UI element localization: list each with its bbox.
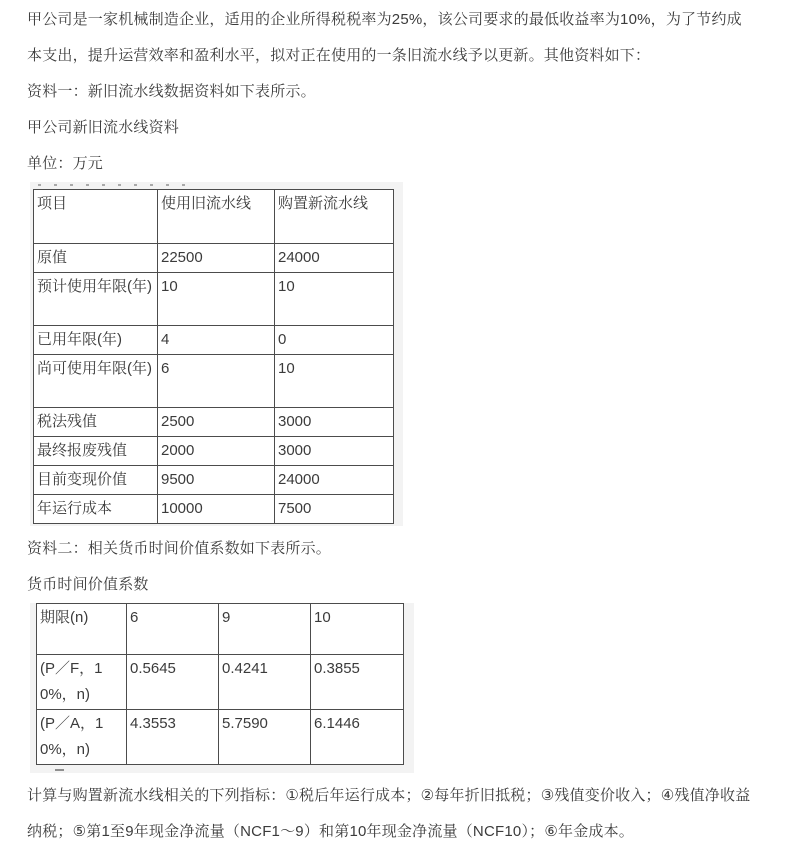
table1-container: [30, 182, 403, 526]
header-cell-period: 期限(n): [37, 604, 127, 655]
unit-label: 单位：万元: [27, 155, 104, 172]
old-new-line-table: [33, 189, 394, 524]
table-row: [34, 408, 394, 437]
header-cell-item: 项目: [34, 190, 158, 244]
cell-old: 2000: [158, 437, 275, 466]
row-label: 年运行成本: [34, 495, 158, 524]
cell-new: 0: [275, 326, 394, 355]
row-label: 税法残值: [34, 408, 158, 437]
material2-label: 资料二：相关货币时间价值系数如下表所示。: [27, 540, 332, 557]
cell-n9: 0.4241: [219, 655, 311, 710]
table-row: [34, 355, 394, 408]
cell-new: 3000: [275, 437, 394, 466]
header-cell-n6: 6: [127, 604, 219, 655]
table-row: [37, 710, 404, 765]
cell-n6: 4.3553: [127, 710, 219, 765]
row-label: 原值: [34, 244, 158, 273]
header-cell-new-line: 购置新流水线: [275, 190, 394, 244]
table-row: [34, 273, 394, 326]
table-row: [34, 466, 394, 495]
cell-n9: 5.7590: [219, 710, 311, 765]
cell-old: 22500: [158, 244, 275, 273]
cell-n10: 0.3855: [311, 655, 404, 710]
row-label: 已用年限(年): [34, 326, 158, 355]
cell-new: 24000: [275, 244, 394, 273]
cell-n10: 6.1446: [311, 710, 404, 765]
row-label: 预计使用年限(年): [34, 273, 158, 326]
row-label: 目前变现价值: [34, 466, 158, 495]
table-row: [34, 244, 394, 273]
clipped-text-artifact-top: [38, 184, 188, 186]
header-cell-n10: 10: [311, 604, 404, 655]
cell-new: 10: [275, 355, 394, 408]
header-cell-old-line: 使用旧流水线: [158, 190, 275, 244]
table1-title: 甲公司新旧流水线资料: [27, 119, 180, 136]
cell-new: 24000: [275, 466, 394, 495]
cell-new: 3000: [275, 408, 394, 437]
intro-paragraph: 甲公司是一家机械制造企业，适用的企业所得税税率为25%，该公司要求的最低收益率为10%，为了节约成本支出，提升运营效率和盈利水平，拟对正在使用的一条旧流水线予以更新。其他资料如下：: [27, 11, 742, 64]
cell-old: 6: [158, 355, 275, 408]
cell-old: 10: [158, 273, 275, 326]
table2-title: 货币时间价值系数: [27, 576, 149, 593]
cell-old: 2500: [158, 408, 275, 437]
table-header-row: [34, 190, 394, 244]
row-label: (P／F，10%，n): [37, 655, 127, 710]
row-label: (P／A，10%，n): [37, 710, 127, 765]
cell-old: 4: [158, 326, 275, 355]
cell-new: 7500: [275, 495, 394, 524]
table-row: [37, 655, 404, 710]
table2-container: [30, 603, 414, 773]
time-value-table: [36, 603, 404, 765]
cell-n6: 0.5645: [127, 655, 219, 710]
table-row: [34, 437, 394, 466]
cell-new: 10: [275, 273, 394, 326]
header-cell-n9: 9: [219, 604, 311, 655]
table-row: [34, 326, 394, 355]
row-label: 尚可使用年限(年): [34, 355, 158, 408]
table-header-row: [37, 604, 404, 655]
material1-label: 资料一：新旧流水线数据资料如下表所示。: [27, 83, 316, 100]
table-row: [34, 495, 394, 524]
cell-old: 9500: [158, 466, 275, 495]
cell-old: 10000: [158, 495, 275, 524]
clipped-text-artifact-bottom: [55, 769, 64, 771]
task-paragraph: 计算与购置新流水线相关的下列指标：①税后年运行成本；②每年折旧抵税；③残值变价收入；④残值净收益纳税；⑤第1至9年现金净流量（NCF1～9）和第10年现金净流量（NCF10）；⑥年金成本。: [27, 787, 751, 840]
row-label: 最终报废残值: [34, 437, 158, 466]
